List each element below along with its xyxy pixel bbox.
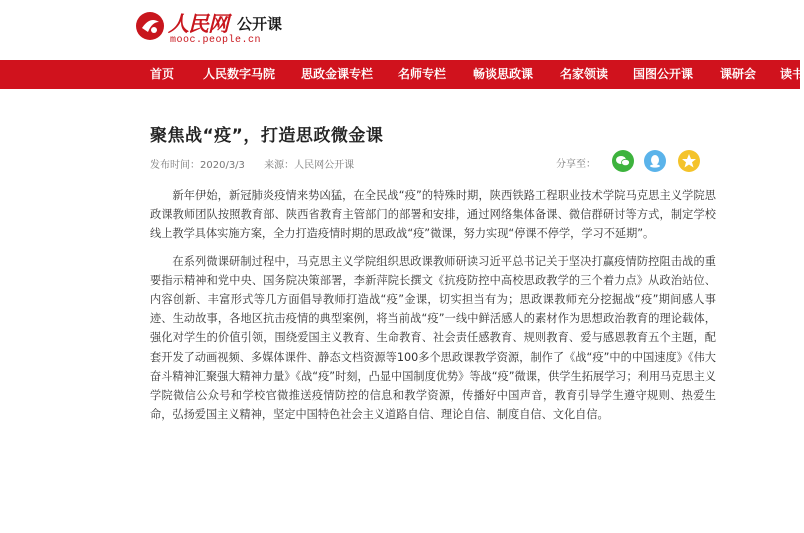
site-header xyxy=(0,0,800,60)
nav-item-golden-course[interactable]: 思政金课专栏 xyxy=(301,67,374,81)
logo-mark-icon xyxy=(134,10,166,42)
qq-share-icon[interactable] xyxy=(644,150,666,172)
nav-item-famous-teachers[interactable]: 名师专栏 xyxy=(398,67,447,81)
article-title: 聚焦战“疫”，打造思政微金课 xyxy=(150,126,384,146)
nav-item-reading[interactable]: 名家领读 xyxy=(560,67,609,81)
article-source: 来源：人民网公开课 xyxy=(264,160,355,171)
nav-item-digital-marx[interactable]: 人民数字马院 xyxy=(203,67,276,81)
qzone-share-icon[interactable] xyxy=(678,150,700,172)
article-body xyxy=(150,186,716,432)
logo-subtitle: 公开课 xyxy=(237,15,283,33)
nav-item-home[interactable]: 首页 xyxy=(150,67,175,81)
site-logo[interactable] xyxy=(134,6,334,56)
share-bar xyxy=(556,148,716,176)
wechat-share-icon[interactable] xyxy=(612,150,634,172)
publish-date: 发布时间：2020/3/3 xyxy=(150,160,245,171)
main-nav xyxy=(0,60,804,89)
nav-item-books[interactable]: 读书 xyxy=(780,67,804,81)
article-meta xyxy=(150,156,370,171)
nav-item-talk-course[interactable]: 畅谈思政课 xyxy=(473,67,534,81)
logo-url: mooc.people.cn xyxy=(170,35,262,46)
share-label: 分享至： xyxy=(556,159,596,170)
logo-text: 人民网 xyxy=(168,11,228,36)
article-paragraph: 新年伊始，新冠肺炎疫情来势凶猛，在全民战“疫”的特殊时期，陕西铁路工程职业技术学院马克思主义学院思政课教师团队按照教育部、陕西省教育主管部门的部署和安排，通过网络集体备课、微信群研讨等方式，制定学校线上教学具体实施方案，全力打造疫情时期的思政战“疫”微课，努力实现“停课不停学，学习不延期”。 xyxy=(150,189,716,241)
article-paragraph: 在系列微课研制过程中，马克思主义学院组织思政课教师研读习近平总书记关于坚决打赢疫情防控阻击战的重要指示精神和党中央、国务院决策部署，李新萍院长撰文《抗疫防控中高校思政教学的三个着力点》从政治站位、内容创新、丰富形式等几方面倡导教师打造战“疫”金课，切实担当有为；思政课教师充分挖掘战“疫”期间感人事迹、生动故事，各地区抗击疫情的典型案例，将当前战“疫”一线中鲜活感人的素材作为思想政治教育的理论载体，强化对学生的价值引领，围绕爱国主义教育、生命教育、社会责任感教育、规则教育、爱与感恩教育五个主题，配套开发了动画视频、多媒体课件、静态文档资源等100多个思政课教学资源，制作了《战“疫”中的中国速度》《伟大奋斗精神汇聚强大精神力量》《战“疫”时刻，凸显中国制度优势》等战“疫”微课，供学生拓展学习；利用马克思主义学院微信公众号和学校官微推送疫情防控的信息和教学资源，传播好中国声音，教育引导学生遵守规则、热爱生命，弘扬爱国主义精神，坚定中国特色社会主义道路自信、理论自信、制度自信、文化自信。 xyxy=(150,254,716,422)
nav-item-library[interactable]: 国图公开课 xyxy=(633,67,694,81)
nav-item-seminar[interactable]: 课研会 xyxy=(720,67,757,81)
